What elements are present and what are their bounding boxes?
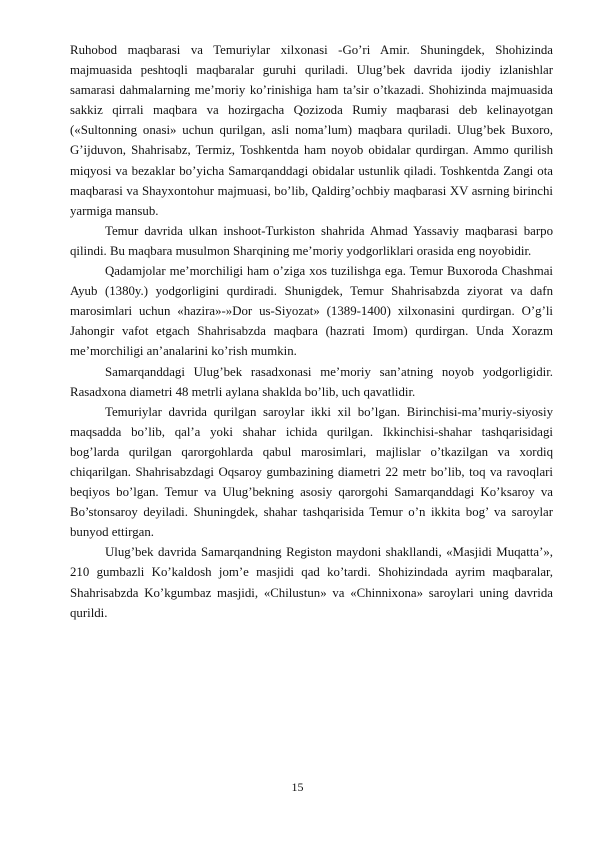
- paragraph-yassaviy: Temur davrida ulkan inshoot-Turkiston shahrida Ahmad Yassaviy maqbarasi barpo qilindi. Bu maqbara musulmon Sharqining me’moriy yodgorliklari orasida eng noyobidir.: [70, 223, 553, 258]
- document-page: [70, 40, 553, 623]
- paragraph-saroylar: Temuriylar davrida qurilgan saroylar ikki xil bo’lgan. Birinchisi-ma’muriy-siyosiy maqsadda bo’lib, qal’a yoki shahar ichida qurilgan. Ikkinchisi-shahar tashqarisidagi bog’larda qurilgan qarorgohlarda qabul marosimlari, majlislar o’tkazilgan va xordiq chiqarilgan. Shahrisabzdagi Oqsaroy gumbazining diametri 22 metr bo’lib, toq va ravoqlari beqiyos bo’lgan. Temur va Ulug’bekning asosiy qarorgohi Samarqanddagi Ko’ksaroy va Bo’stonsaroy deyiladi. Shuningdek, shahar tashqarisida Temur o’n ikkita bog’ va saroylar bunyod ettirgan.: [70, 404, 553, 540]
- paragraph-registon: Ulug’bek davrida Samarqandning Registon maydoni shakllandi, «Masjidi Muqatta’», 210 gumbazli Ko’kaldosh jom’e masjidi qad ko’tardi. Shohizindada ayrim maqbaralar, Shahrisabzda Ko’kgumbaz masjidi, «Chilustun» va «Chinnixona» saroylari uning davrida qurildi.: [70, 545, 553, 620]
- paragraph-rasadxona: Samarqanddagi Ulug’bek rasadxonasi me’moriy san’atning noyob yodgorligidir. Rasadxona diametri 48 metrli aylana shaklda bo’lib, uch qavatlidir.: [70, 364, 553, 399]
- paragraph-gori-amir: Ruhobod maqbarasi va Temuriylar xilxonasi -Go’ri Amir. Shuningdek, Shohizinda majmuasida peshtoqli maqbaralar guruhi quriladi. Ulug’bek davrida ijodiy izlanishlar samarasi dahmalarning me’moriy ko’rinishiga ham ta’sir o’tkazadi. Shohizinda majmuasida sakkiz qirrali maqbara va hozirgacha Qozizoda Rumiy maqbarasi deb kelinayotgan («Sultonning onasi» uchun qurilgan, asli noma’lum) maqbara quriladi. Ulug’bek Buxoro, G’ijduvon, Shahrisabz, Termiz, Toshkentda ham noyob obidalar qurdirgan. Ammo qurilish miqyosi va bezaklar bo’yicha Samarqanddagi obidalar ustunlik qiladi. Toshkentda Zangi ota maqbarasi va Shayxontohur majmuasi, bo’lib, Qaldirg’ochbiy maqbarasi XV asrning birinchi yarmiga mansub.: [70, 43, 553, 218]
- page-number: 15: [291, 780, 304, 794]
- paragraph-qadamjolar: Qadamjolar me’morchiligi ham o’ziga xos tuzilishga ega. Temur Buxoroda Chashmai Ayub (1380y.) yodgorligini qurdiradi. Shunigdek, Temur Shahrisabzda ziyorat va dafn marosimlari uchun «hazira»-»Dor us-Siyozat» (1389-1400) xilxonasini qurdirgan. O’g’li Jahongir vafot etgach Shahrisabzda maqbara (hazrati Imom) qurdirgan. Unda Xorazm me’morchiligi an’analarini ko’rish mumkin.: [70, 264, 553, 359]
